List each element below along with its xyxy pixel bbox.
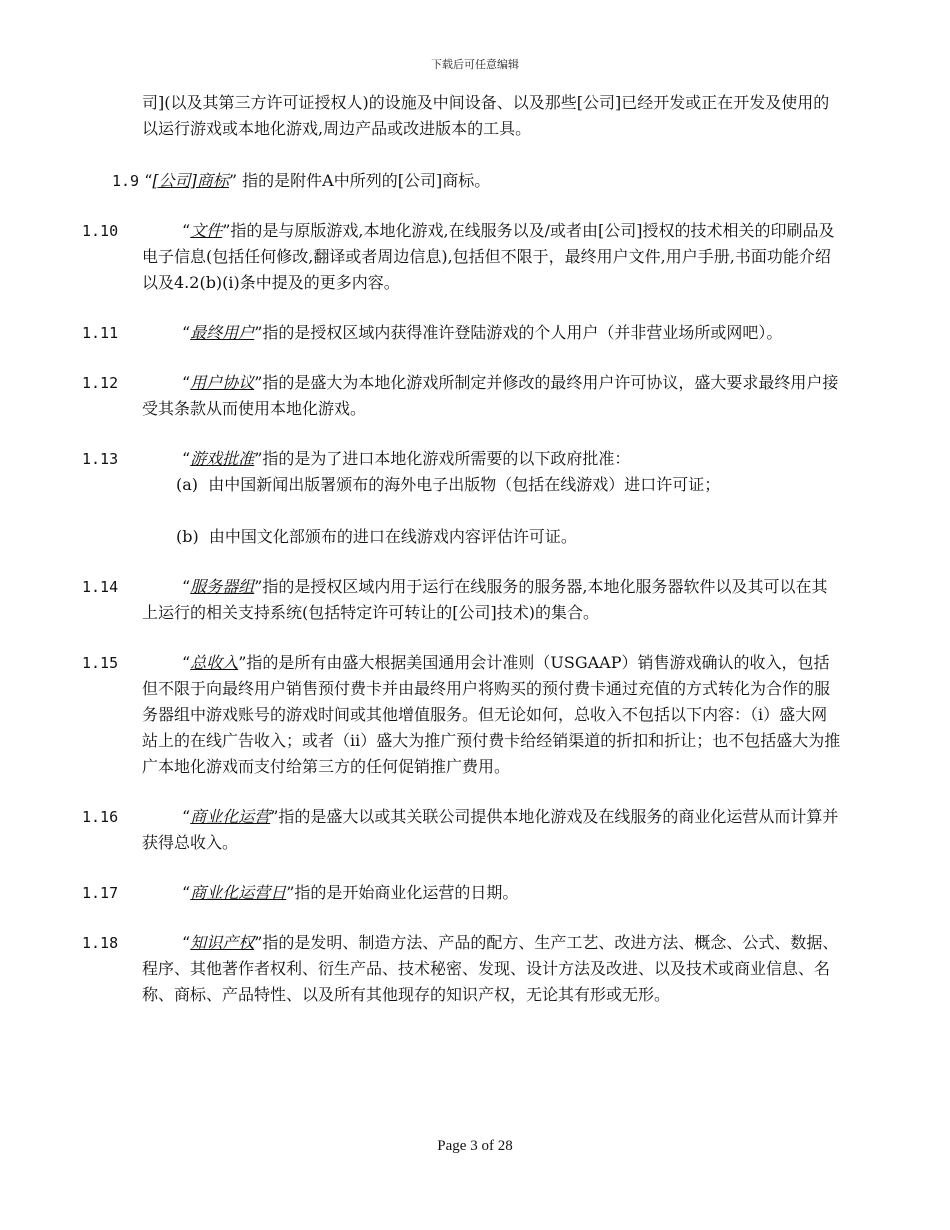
clause-number: 1.11 <box>82 324 119 342</box>
defined-term: [公司]商标 <box>152 171 229 190</box>
page-header: 下载后可任意编辑 <box>431 58 519 71</box>
clause-text: 指的是授权区域内获得准许登陆游戏的个人用户（并非营业场所或网吧）。 <box>262 323 783 342</box>
defined-term: 最终用户 <box>190 323 255 342</box>
clause-1-15: 1.15 “总收入”指的是所有由盛大根据美国通用会计准则（USGAAP）销售游戏确认的收入，包括但不限于向最终用户销售预付费卡并由最终用户将购买的预付费卡通过充值的方式转化为合作的服务器组中游戏账号的游戏时间或其他增值服务。但无论如何，总收入不包括以下内容：（i）盛大网站上的在线广告收入；或者（ii）盛大为推广预付费卡给经销渠道的折扣和折让；也不包括盛大为推广本地化游戏而支付给第三方的任何促销推广费用。 <box>112 650 842 780</box>
clause-text: 指的是附件A中所列的[公司]商标。 <box>242 171 491 190</box>
clause-text: 指的是与原版游戏,本地化游戏,在线服务以及/或者由[公司]授权的技术相关的印刷品及电子信息(包括任何修改,翻译或者周边信息),包括但不限于，最终用户文件,用户手册,书面功能介绍以及4.2(b)(i)条中提及的更多内容。 <box>142 221 835 292</box>
clause-text: 指的是发明、制造方法、产品的配方、生产工艺、改进方法、概念、公式、数据、程序、其他著作者权利、衍生产品、技术秘密、发现、设计方法及改进、以及技术或商业信息、名称、商标、产品特性、以及所有其他现存的知识产权，无论其有形或无形。 <box>142 933 839 1004</box>
sub-item-a <box>142 472 842 498</box>
clause-1-11: 1.11 “最终用户”指的是授权区域内获得准许登陆游戏的个人用户（并非营业场所或网吧）。 <box>112 320 842 346</box>
clause-1-9: 1.9 “[公司]商标” 指的是附件A中所列的[公司]商标。 <box>112 171 491 190</box>
defined-term: 知识产权 <box>190 933 255 952</box>
clause-1-12: 1.12 “用户协议”指的是盛大为本地化游戏所制定并修改的最终用户许可协议，盛大要求最终用户接受其条款从而使用本地化游戏。 <box>112 370 842 422</box>
defined-term: 服务器组 <box>190 577 255 596</box>
defined-term: 总收入 <box>190 653 239 672</box>
clause-1-13: 1.13 “游戏批准”指的是为了进口本地化游戏所需要的以下政府批准： (a) 由中国新闻出版署颁布的海外电子出版物（包括在线游戏）进口许可证； (b) 由中国文化部颁布的进口在线游戏内容评估许可证。 <box>112 446 842 550</box>
defined-term: 商业化运营 <box>190 807 271 826</box>
defined-term: 文件 <box>190 221 223 240</box>
page-number-footer: Page 3 of 28 <box>437 1138 513 1154</box>
defined-term: 商业化运营日 <box>190 883 287 902</box>
clause-1-10: 1.10 “文件”指的是与原版游戏,本地化游戏,在线服务以及/或者由[公司]授权的技术相关的印刷品及电子信息(包括任何修改,翻译或者周边信息),包括但不限于，最终用户文件,用户手册,书面功能介绍以及4.2(b)(i)条中提及的更多内容。 <box>112 218 842 296</box>
clause-number: 1.12 <box>82 374 119 392</box>
clause-number: 1.18 <box>82 934 119 952</box>
clause-text: 指的是开始商业化运营的日期。 <box>294 883 519 902</box>
sub-item-label: (b) <box>176 527 199 546</box>
clause-number: 1.13 <box>82 450 119 468</box>
clause-text: 指的是为了进口本地化游戏所需要的以下政府批准： <box>262 449 631 468</box>
clause-number: 1.9 <box>112 172 140 190</box>
defined-term: 游戏批准 <box>190 449 255 468</box>
clause-number: 1.17 <box>82 884 119 902</box>
continuation-paragraph: 司](以及其第三方许可证授权人)的设施及中间设备、以及那些[公司]已经开发或正在开发及使用的以运行游戏或本地化游戏,周边产品或改进版本的工具。 <box>142 93 830 138</box>
document-body <box>82 90 842 1032</box>
clause-1-14: 1.14 “服务器组”指的是授权区域内用于运行在线服务的服务器,本地化服务器软件以及其可以在其上运行的相关支持系统(包括特定许可转让的[公司]技术)的集合。 <box>112 574 842 626</box>
clause-text: 指的是所有由盛大根据美国通用会计准则（USGAAP）销售游戏确认的收入，包括但不限于向最终用户销售预付费卡并由最终用户将购买的预付费卡通过充值的方式转化为合作的服务器组中游戏账号的游戏时间或其他增值服务。但无论如何，总收入不包括以下内容：（i）盛大网站上的在线广告收入；或者（ii）盛大为推广预付费卡给经销渠道的折扣和折让；也不包括盛大为推广本地化游戏而支付给第三方的任何促销推广费用。 <box>142 653 841 776</box>
sub-item-text: 由中国文化部颁布的进口在线游戏内容评估许可证。 <box>208 527 577 546</box>
clause-number: 1.15 <box>82 654 119 672</box>
clause-text: 指的是盛大为本地化游戏所制定并修改的最终用户许可协议，盛大要求最终用户接受其条款从而使用本地化游戏。 <box>142 373 839 418</box>
defined-term: 用户协议 <box>190 373 255 392</box>
sub-item-label: (a) <box>176 475 199 494</box>
clause-text: 指的是盛大以或其关联公司提供本地化游戏及在线服务的商业化运营从而计算并获得总收入。 <box>142 807 839 852</box>
clause-number: 1.16 <box>82 808 119 826</box>
sub-item-text: 由中国新闻出版署颁布的海外电子出版物（包括在线游戏）进口许可证； <box>208 475 721 494</box>
clause-1-18: 1.18 “知识产权”指的是发明、制造方法、产品的配方、生产工艺、改进方法、概念、公式、数据、程序、其他著作者权利、衍生产品、技术秘密、发现、设计方法及改进、以及技术或商业信息、名称、商标、产品特性、以及所有其他现存的知识产权，无论其有形或无形。 <box>112 930 842 1008</box>
clause-number: 1.10 <box>82 222 119 240</box>
clause-1-16: 1.16 “商业化运营”指的是盛大以或其关联公司提供本地化游戏及在线服务的商业化运营从而计算并获得总收入。 <box>112 804 842 856</box>
clause-1-17: 1.17 “商业化运营日”指的是开始商业化运营的日期。 <box>112 880 842 906</box>
sub-item-b <box>142 524 842 550</box>
clause-number: 1.14 <box>82 578 119 596</box>
clause-text: 指的是授权区域内用于运行在线服务的服务器,本地化服务器软件以及其可以在其上运行的相关支持系统(包括特定许可转让的[公司]技术)的集合。 <box>142 577 828 622</box>
